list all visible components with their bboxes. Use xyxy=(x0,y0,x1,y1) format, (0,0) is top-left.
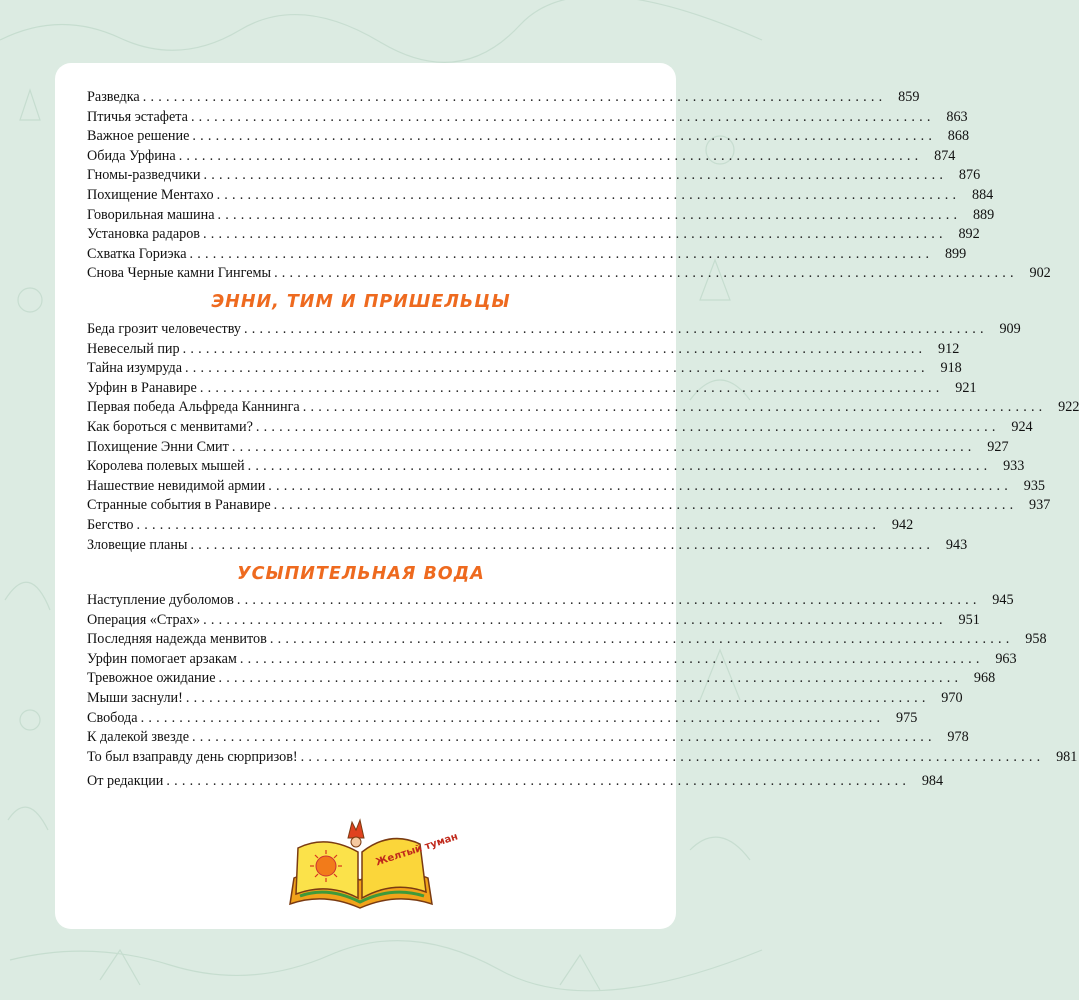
leader-dots: ................................................................................................ xyxy=(231,438,976,455)
toc-entry-title: Урфин в Ранавире xyxy=(87,379,197,396)
toc-entry-title: То был взаправду день сюрпризов! xyxy=(87,748,298,765)
leader-dots: ................................................................................................ xyxy=(203,167,948,184)
leader-dots: ................................................................................................ xyxy=(189,245,934,262)
leader-dots: ................................................................................................ xyxy=(236,592,981,608)
toc-entry[interactable] xyxy=(87,772,944,792)
toc-entry[interactable] xyxy=(87,166,981,186)
toc-section xyxy=(87,772,944,792)
leader-dots: ................................................................................................ xyxy=(199,379,944,396)
toc-entry[interactable] xyxy=(87,669,996,689)
toc-entry-page: 968 xyxy=(973,670,996,687)
toc-entry[interactable] xyxy=(87,340,960,360)
toc-entry-title: Королева полевых мышей xyxy=(87,458,245,475)
toc-entry-page: 922 xyxy=(1058,399,1079,416)
toc-entry[interactable] xyxy=(87,398,1079,418)
leader-dots: ................................................................................................ xyxy=(300,748,1045,765)
toc-entry-page: 945 xyxy=(992,592,1014,608)
toc-entry-page: 859 xyxy=(898,89,920,105)
toc-entry-title: Первая победа Альфреда Каннинга xyxy=(87,399,300,416)
toc-entry-page: 902 xyxy=(1029,265,1051,282)
leader-dots: ................................................................................................ xyxy=(178,147,923,164)
leader-dots: ................................................................................................ xyxy=(239,650,984,667)
toc-entry-title: Говорильная машина xyxy=(87,206,215,223)
leader-dots: ................................................................................................ xyxy=(218,670,963,687)
toc-entry-page: 918 xyxy=(940,360,962,377)
toc-entry[interactable] xyxy=(87,320,1021,340)
leader-dots: ................................................................................................ xyxy=(185,360,929,377)
toc-entry[interactable] xyxy=(87,728,969,748)
leader-dots: ................................................................................................ xyxy=(142,89,887,105)
toc-entry-title: Нашествие невидимой армии xyxy=(87,477,266,494)
toc-entry-page: 876 xyxy=(958,167,981,184)
toc-entry-title: Установка радаров xyxy=(87,226,201,243)
toc-entry[interactable] xyxy=(87,127,970,147)
leader-dots: ................................................................................................ xyxy=(247,458,992,475)
toc-entry-page: 933 xyxy=(1003,458,1025,475)
toc-entry-title: Операция «Страх» xyxy=(87,611,201,628)
toc-entry[interactable] xyxy=(87,748,1078,768)
toc-entry-page: 981 xyxy=(1056,748,1078,765)
leader-dots: ................................................................................................ xyxy=(166,773,911,789)
toc-entry-title: Беда грозит человечеству xyxy=(87,321,242,337)
leader-dots: ................................................................................................ xyxy=(244,321,988,337)
toc-entry-page: 975 xyxy=(896,709,918,726)
leader-dots: ................................................................................................ xyxy=(140,709,885,726)
toc-entry-page: 863 xyxy=(946,108,968,125)
toc-entry-page: 937 xyxy=(1029,497,1051,514)
toc-entry-title: Тревожное ожидание xyxy=(87,670,216,687)
leader-dots: ................................................................................................ xyxy=(255,418,1000,435)
leader-dots: ................................................................................................ xyxy=(190,536,935,553)
toc-entry-title: Свобода xyxy=(87,709,138,726)
toc-entry[interactable] xyxy=(87,245,967,265)
toc-entry-title: Последняя надежда менвитов xyxy=(87,631,267,648)
toc-entry-title: Похищение Энни Смит xyxy=(87,438,229,455)
toc-entry-title: Урфин помогает арзакам xyxy=(87,650,237,667)
toc-entry[interactable] xyxy=(87,225,980,245)
toc-entry-page: 868 xyxy=(947,128,970,145)
toc-entry-page: 884 xyxy=(971,186,994,203)
toc-entry-title: От редакции xyxy=(87,773,164,789)
leader-dots: ................................................................................................ xyxy=(190,108,935,125)
leader-dots: ................................................................................................ xyxy=(136,516,881,533)
leader-dots: ................................................................................................ xyxy=(203,226,947,243)
toc-entry[interactable] xyxy=(87,630,1047,650)
leader-dots: ................................................................................................ xyxy=(274,265,1018,282)
leader-dots: ................................................................................................ xyxy=(182,340,927,357)
toc-entry[interactable] xyxy=(87,438,1009,458)
toc-entry[interactable] xyxy=(87,379,977,399)
toc-entry[interactable] xyxy=(87,591,1014,611)
toc-entry-title: Тайна изумруда xyxy=(87,360,183,377)
toc-entry-title: Похищение Ментахо xyxy=(87,186,214,203)
leader-dots: ................................................................................................ xyxy=(192,128,937,145)
toc-entry[interactable] xyxy=(87,611,980,631)
toc-entry[interactable] xyxy=(87,206,995,226)
toc-entry[interactable] xyxy=(87,689,963,709)
toc-entry-page: 978 xyxy=(947,729,969,746)
toc-entry-title: Разведка xyxy=(87,89,140,105)
leader-dots: ................................................................................................ xyxy=(203,611,947,628)
toc-entry[interactable] xyxy=(87,536,968,556)
toc-entry-title: Бегство xyxy=(87,516,134,533)
toc-entry-page: 970 xyxy=(941,689,963,706)
toc-entry[interactable] xyxy=(87,516,914,536)
leader-dots: ................................................................................................ xyxy=(269,631,1014,648)
toc-section xyxy=(87,591,1078,767)
toc-entry-page: 912 xyxy=(938,340,960,357)
leader-dots: ................................................................................................ xyxy=(192,729,936,746)
leader-dots: ................................................................................................ xyxy=(273,497,1018,514)
toc-entry-title: Невеселый пир xyxy=(87,340,180,357)
toc-entry-page: 927 xyxy=(987,438,1009,455)
toc-entry-page: 935 xyxy=(1023,477,1045,494)
toc-entry-page: 942 xyxy=(891,516,914,533)
toc-entry-page: 963 xyxy=(995,650,1017,667)
toc-entry[interactable] xyxy=(87,496,1051,516)
toc-entry[interactable] xyxy=(87,709,918,729)
toc-entry-title: Наступление дуболомов xyxy=(87,592,234,608)
toc-entry-title: Гномы-разведчики xyxy=(87,167,201,184)
toc-entry-page: 909 xyxy=(999,321,1021,337)
toc-section xyxy=(87,88,1051,284)
toc-entry-page: 892 xyxy=(958,226,980,243)
toc-entry-page: 924 xyxy=(1011,418,1033,435)
toc-entry[interactable] xyxy=(87,147,956,167)
toc-entry-page: 943 xyxy=(945,536,968,553)
toc-entry-title: Птичья эстафета xyxy=(87,108,188,125)
open-book-icon xyxy=(286,808,460,916)
section-heading: УСЫПИТЕЛЬНАЯ ВОДА xyxy=(237,564,485,584)
leader-dots: ................................................................................................ xyxy=(216,186,961,203)
toc-entry[interactable] xyxy=(87,186,994,206)
toc-entry-page: 899 xyxy=(944,245,967,262)
toc-entry-page: 921 xyxy=(955,379,977,396)
toc-entry[interactable] xyxy=(87,88,920,108)
toc-entry-title: Мыши заснули! xyxy=(87,689,183,706)
toc-entry[interactable] xyxy=(87,477,1045,497)
toc-entry-page: 984 xyxy=(921,773,944,789)
toc-section xyxy=(87,320,1079,555)
leader-dots: ................................................................................................ xyxy=(268,477,1012,494)
toc-entry-page: 874 xyxy=(934,147,956,164)
section-heading: ЭННИ, ТИМ И ПРИШЕЛЬЦЫ xyxy=(211,292,511,312)
toc-entry[interactable] xyxy=(87,457,1025,477)
toc-entry-page: 958 xyxy=(1025,631,1047,648)
toc-entry-title: Как бороться с менвитами? xyxy=(87,418,253,435)
toc-entry[interactable] xyxy=(87,264,1051,284)
book-title-text: Желтый туман xyxy=(374,831,460,869)
toc-entry-title: К далекой звезде xyxy=(87,729,189,746)
toc-entry-page: 951 xyxy=(958,611,980,628)
toc-entry[interactable] xyxy=(87,650,1017,670)
toc-entry-title: Странные события в Ранавире xyxy=(87,497,271,514)
leader-dots: ................................................................................................ xyxy=(302,399,1047,416)
toc-entry-title: Схватка Гориэка xyxy=(87,245,187,262)
toc-entry-title: Обида Урфина xyxy=(87,147,176,164)
leader-dots: ................................................................................................ xyxy=(217,206,962,223)
toc-entry-title: Снова Черные камни Гингемы xyxy=(87,265,272,282)
toc-entry-title: Зловещие планы xyxy=(87,536,188,553)
toc-entry[interactable] xyxy=(87,418,1033,438)
toc-entry-page: 889 xyxy=(972,206,995,223)
toc-entry[interactable] xyxy=(87,108,968,128)
leader-dots: ................................................................................................ xyxy=(185,689,930,706)
toc-entry[interactable] xyxy=(87,359,962,379)
toc-entry-title: Важное решение xyxy=(87,128,190,145)
